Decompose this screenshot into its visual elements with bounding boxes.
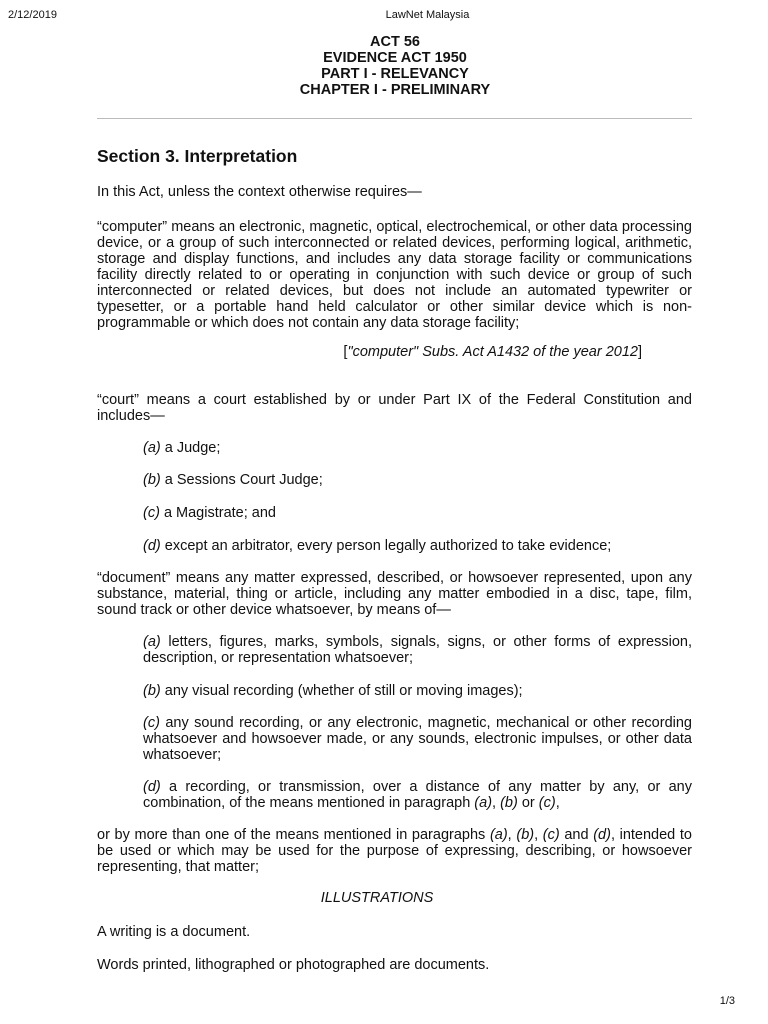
text: , intended to be used or which may be used for the purpose of expressing, describing, or howsoever representing, that matter; xyxy=(97,827,692,875)
court-item xyxy=(143,440,692,456)
court-item xyxy=(143,505,692,521)
page-number: 1/3 xyxy=(719,995,735,1007)
note-text: "computer" Subs. Act A1432 of the year 2012 xyxy=(347,344,638,360)
sep: or xyxy=(517,795,539,811)
court-item xyxy=(143,538,692,554)
closing-paragraph xyxy=(97,827,692,875)
part-title: PART I - RELEVANCY xyxy=(321,66,469,82)
ref-c: (c) xyxy=(542,827,560,843)
document-item xyxy=(143,683,692,699)
divider xyxy=(97,118,692,119)
court-definition: “court” means a court established by or under Part IX of the Federal Constitution and includes— xyxy=(97,392,692,424)
sep: , xyxy=(555,795,560,811)
sep: , xyxy=(492,795,501,811)
act-number: ACT 56 xyxy=(370,34,420,50)
item-marker: (b) xyxy=(143,472,161,488)
note-close: ] xyxy=(637,344,642,360)
illustration-item: A writing is a document. xyxy=(97,924,251,940)
ref-c: (c) xyxy=(538,795,556,811)
intro-text: In this Act, unless the context otherwise requires— xyxy=(97,184,422,200)
note-open: [ xyxy=(343,344,348,360)
item-text: except an arbitrator, every person legally authorized to take evidence; xyxy=(160,538,612,554)
item-text: a Magistrate; and xyxy=(159,505,276,521)
sep: and xyxy=(559,827,594,843)
section-title: Section 3. Interpretation xyxy=(97,146,298,166)
item-text: a Sessions Court Judge; xyxy=(160,472,323,488)
item-marker: (d) xyxy=(143,538,161,554)
item-text: a recording, or transmission, over a distance of any matter by any, or any combination, of the means mentioned in paragraph xyxy=(143,779,692,811)
document-item xyxy=(143,779,692,811)
item-marker: (c) xyxy=(143,715,160,731)
item-text: letters, figures, marks, symbols, signals, signs, or other forms of expression, description, or representation whatsoever; xyxy=(143,634,692,666)
print-date: 2/12/2019 xyxy=(8,9,57,21)
illustration-item: Words printed, lithographed or photographed are documents. xyxy=(97,957,490,973)
ref-b: (b) xyxy=(500,795,518,811)
amendment-note xyxy=(97,344,642,360)
document-item xyxy=(143,715,692,763)
ref-b: (b) xyxy=(516,827,535,843)
computer-definition: “computer” means an electronic, magnetic, optical, electrochemical, or other data processing device, or a group of such interconnected or related devices, performing logical, arithmetic, storage and display functions, and includes any data storage facility or communications facility directly related to or operating in conjunction with such device or group of such interconnected or related devices, but does not include an automated typewriter or typesetter, or a portable hand held calculator or other similar device which is non-programmable or which does not contain any data storage facility; xyxy=(97,219,692,331)
act-heading xyxy=(0,34,768,98)
item-marker: (b) xyxy=(143,683,161,699)
act-title: EVIDENCE ACT 1950 xyxy=(323,50,467,66)
item-text: any visual recording (whether of still or moving images); xyxy=(160,683,523,699)
sep: , xyxy=(507,827,517,843)
illustrations-heading: ILLUSTRATIONS xyxy=(320,890,434,906)
ref-a: (a) xyxy=(474,795,493,811)
item-marker: (c) xyxy=(143,505,160,521)
site-name: LawNet Malaysia xyxy=(385,9,470,21)
sep: , xyxy=(534,827,543,843)
item-marker: (a) xyxy=(143,440,161,456)
ref-a: (a) xyxy=(489,827,508,843)
text: or by more than one of the means mentioned in paragraphs xyxy=(97,827,490,843)
document-item xyxy=(143,634,692,666)
item-marker: (d) xyxy=(143,779,161,795)
item-marker: (a) xyxy=(143,634,161,650)
ref-d: (d) xyxy=(593,827,611,843)
document-definition: “document” means any matter expressed, described, or howsoever represented, upon any substance, material, thing or article, including any matter embodied in a disc, tape, film, sound track or other device whatsoever, by means of— xyxy=(97,570,692,618)
court-item xyxy=(143,472,692,488)
chapter-title: CHAPTER I - PRELIMINARY xyxy=(299,82,491,98)
item-text: a Judge; xyxy=(160,440,221,456)
item-text: any sound recording, or any electronic, magnetic, mechanical or other recording whatsoever and howsoever made, or any sounds, electronic impulses, or other data whatsoever; xyxy=(143,715,692,763)
